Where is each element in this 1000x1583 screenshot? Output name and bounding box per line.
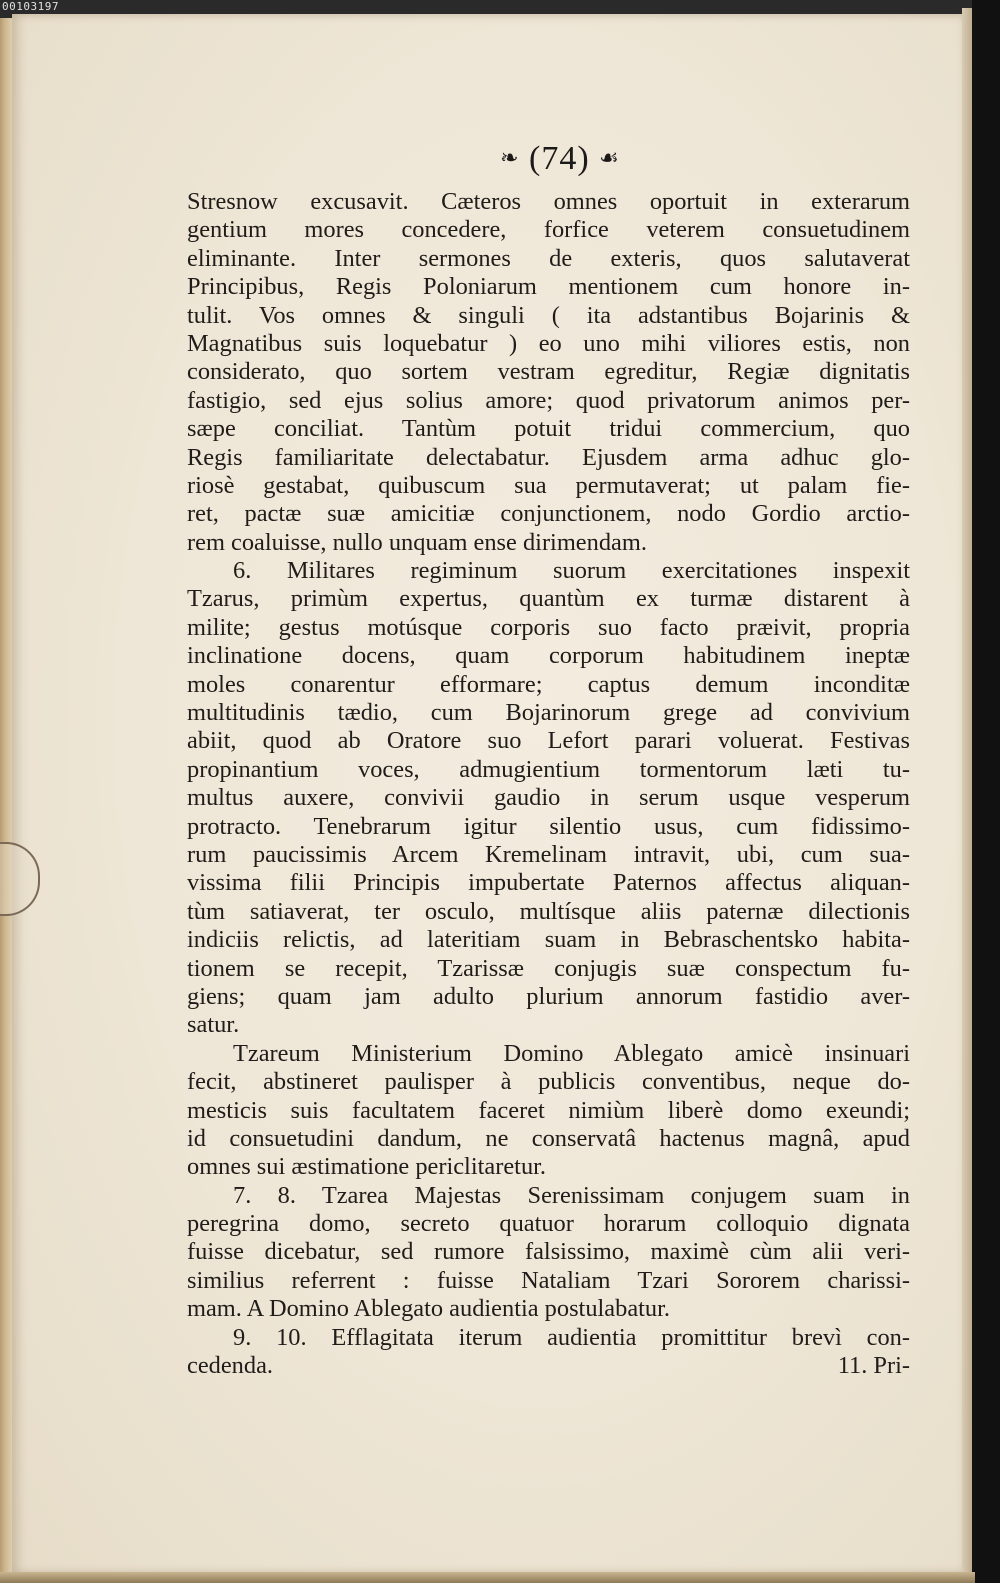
page-body-text — [187, 188, 910, 1380]
text-line: indiciis relictis, ad lateritiam suam in Bebraschentsko habita- — [187, 926, 910, 954]
text-line: 6. Militares regiminum suorum exercitationes inspexit — [233, 557, 910, 585]
text-line: Tzarus, primùm expertus, quantùm ex turmæ distarent à — [187, 585, 910, 613]
text-line: mam. A Domino Ablegato audientia postulabatur. — [187, 1295, 670, 1323]
text-line: Regis familiaritate delectabatur. Ejusdem arma adhuc glo- — [187, 443, 910, 471]
text-line: Stresnow excusavit. Cæteros omnes oportuit in exterarum — [187, 188, 910, 215]
page-header — [440, 140, 680, 178]
text-line: tionem se recepit, Tzarissæ conjugis suæ conspectum fu- — [187, 954, 910, 982]
text-line: omnes sui æstimatione periclitaretur. — [187, 1153, 547, 1181]
text-line: ret, pactæ suæ amicitiæ conjunctionem, nodo Gordio arctio- — [187, 500, 910, 528]
text-line: abiit, quod ab Oratore suo Lefort parari voluerat. Festivas — [187, 727, 910, 755]
text-line: milite; gestus motúsque corporis suo facto præivit, propria — [187, 613, 910, 641]
page-number-open-paren: ( — [529, 140, 542, 177]
page-number: 74 — [541, 140, 578, 177]
text-line: fastigio, sed ejus solius amore; quod privatorum animos per- — [187, 386, 910, 414]
text-line: giens; quam jam adulto plurium annorum fastidio aver- — [187, 982, 910, 1010]
text-line: peregrina domo, secreto quatuor horarum colloquio dignata — [187, 1210, 910, 1238]
text-line: sæpe conciliat. Tantùm potuit tridui commercium, quo — [187, 415, 910, 443]
ornament-right-icon: ☙ — [599, 145, 620, 170]
ornament-left-icon: ❧ — [500, 145, 520, 170]
text-line: moles conarentur efformare; captus demum inconditæ — [187, 670, 910, 698]
text-line: eliminante. Inter sermones de exteris, quos salutaverat — [187, 244, 910, 272]
text-line: protracto. Tenebrarum igitur silentio usus, cum fidissimo- — [187, 812, 910, 840]
text-line: multus auxere, convivii gaudio in serum usque vesperum — [187, 784, 910, 812]
text-line: Principibus, Regis Poloniarum mentionem cum honore in- — [187, 273, 910, 301]
scan-id-label: 00103197 — [2, 0, 59, 13]
scan-background — [972, 0, 1000, 1583]
page-edge-bottom — [0, 1572, 975, 1583]
text-line: vissima filii Principis impubertate Paternos affectus aliquan- — [187, 869, 910, 897]
text-line: satur. — [187, 1011, 240, 1039]
text-line: riosè gestabat, quibuscum sua permutaverat; ut palam fie- — [187, 471, 910, 499]
text-line: tulit. Vos omnes & singuli ( ita adstantibus Bojarinis & — [187, 301, 910, 329]
text-line-with-catchword — [187, 1352, 910, 1380]
text-line: mesticis suis facultatem faceret nimiùm liberè domo exeundi; — [187, 1096, 910, 1124]
text-line: Magnatibus suis loquebatur ) eo uno mihi viliores estis, non — [187, 329, 910, 357]
text-line: rum paucissimis Arcem Kremelinam intravit, ubi, cum sua- — [187, 840, 910, 868]
page-edge-right — [962, 8, 972, 1578]
text-line: fuisse dicebatur, sed rumore falsissimo, maximè cùm alii veri- — [187, 1238, 910, 1266]
text-line: considerato, quo sortem vestram egreditur, Regiæ dignitatis — [187, 358, 910, 386]
text-line: 9. 10. Efflagitata iterum audientia promittitur brevì con- — [233, 1323, 910, 1351]
text-line: cedenda. — [187, 1352, 273, 1380]
text-line: 7. 8. Tzarea Majestas Serenissimam conjugem suam in — [233, 1181, 910, 1209]
text-line: fecit, abstineret paulisper à publicis conventibus, neque do- — [187, 1068, 910, 1096]
catchword: 11. Pri- — [837, 1352, 910, 1380]
text-line: multitudinis tædio, cum Bojarinorum grege ad convivium — [187, 699, 910, 727]
text-line: inclinatione docens, quam corporum habitudinem ineptæ — [187, 642, 910, 670]
text-line: gentium mores concedere, forfice veterem consuetudinem — [187, 216, 910, 244]
page-number-close-paren: ) — [577, 140, 590, 177]
text-line: similius referrent : fuisse Nataliam Tzari Sororem charissi- — [187, 1266, 910, 1294]
text-line: Tzareum Ministerium Domino Ablegato amicè insinuari — [233, 1039, 910, 1067]
text-line: propinantium voces, admugientium tormentorum læti tu- — [187, 755, 910, 783]
text-line: id consuetudini dandum, ne conservatâ hactenus magnâ, apud — [187, 1124, 910, 1152]
text-line: rem coaluisse, nullo unquam ense dirimendam. — [187, 528, 647, 556]
text-line: tùm satiaverat, ter osculo, multísque aliis paternæ dilectionis — [187, 897, 910, 925]
